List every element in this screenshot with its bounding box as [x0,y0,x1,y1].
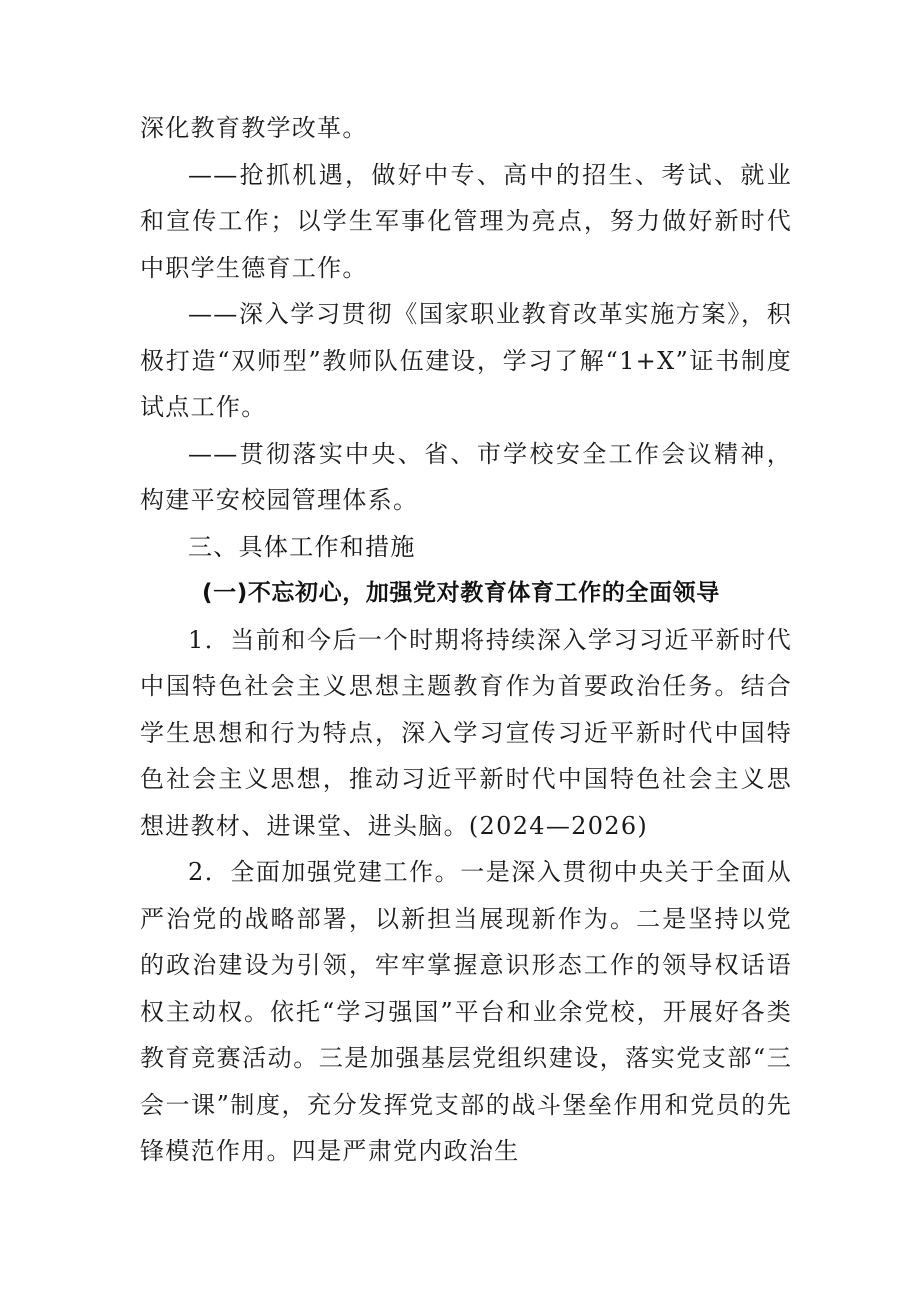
numbered-paragraph-2: 2．全面加强党建工作。一是深入贯彻中央关于全面从严治党的战略部署，以新担当展现新作为。二是坚持以党的政治建设为引领，牢牢掌握意识形态工作的领导权话语权主动权。依托“学习强国”平台和业余党校，开展好各类教育竞赛活动。三是加强基层党组织建设，落实党支部“三会一课”制度，充分发挥党支部的战斗堡垒作用和党员的先锋模范作用。四是严肃党内政治生 [140,858,792,1165]
paragraph-dash-item-1: ——抢抓机遇，做好中专、高中的招生、考试、就业和宣传工作；以学生军事化管理为亮点，努力做好新时代中职学生德育工作。 [140,160,792,282]
section-heading: 三、具体工作和措施 [188,532,416,561]
document-body [140,105,792,1175]
numbered-paragraph-1: 1．当前和今后一个时期将持续深入学习习近平新时代中国特色社会主义思想主题教育作为首要政治任务。结合学生思想和行为特点，深入学习宣传习近平新时代中国特色社会主义思想，推动习近平新时代中国特色社会主义思想进教材、进课堂、进头脑。(2024—2026) [140,625,792,840]
paragraph-dash-item-3: ——贯彻落实中央、省、市学校安全工作会议精神，构建平安校园管理体系。 [140,439,792,514]
paragraph-dash-item-2: ——深入学习贯彻《国家职业教育改革实施方案》，积极打造“双师型”教师队伍建设，学习了解“1+X”证书制度试点工作。 [140,300,792,421]
subsection-heading: (一)不忘初心，加强党对教育体育工作的全面领导 [202,580,720,606]
paragraph-continuation: 深化教育教学改革。 [140,114,368,142]
